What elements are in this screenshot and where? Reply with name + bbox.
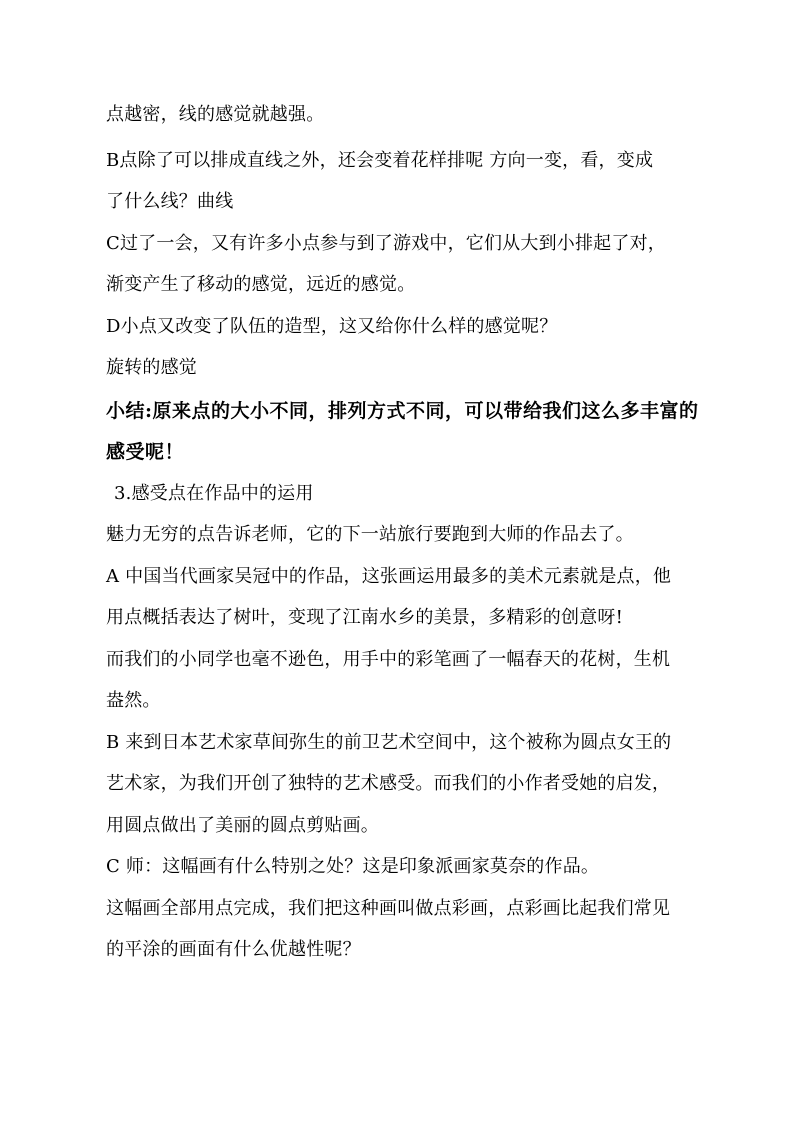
- text-line-20: 这幅画全部用点完成，我们把这种画叫做点彩画，点彩画比起我们常见: [106, 898, 671, 919]
- text-line-21: 的平涂的画面有什么优越性呢？: [106, 939, 361, 960]
- text-line-1: 点越密，线的感觉就越强。: [106, 104, 325, 125]
- text-line-3: 了什么线？曲线: [106, 191, 234, 212]
- summary-line-2: 感受呢！: [106, 441, 185, 463]
- text-line-4: C过了一会，又有许多小点参与到了游戏中，它们从大到小排起了对，: [106, 233, 666, 254]
- text-line-19: C 师：这幅画有什么特别之处？这是印象派画家莫奈的作品。: [106, 856, 600, 877]
- text-line-2: B点除了可以排成直线之外，还会变着花样排呢 方向一变，看，变成: [106, 150, 654, 171]
- text-line-12: A 中国当代画家吴冠中的作品，这张画运用最多的美术元素就是点，他: [106, 566, 672, 587]
- text-line-17: 艺术家，为我们开创了独特的艺术感受。而我们的小作者受她的启发，: [106, 773, 671, 794]
- text-line-13: 用点概括表达了树叶，变现了江南水乡的美景，多精彩的创意呀!: [106, 607, 624, 628]
- text-line-18: 用圆点做出了美丽的圆点剪贴画。: [106, 815, 379, 836]
- text-line-14: 而我们的小同学也毫不逊色，用手中的彩笔画了一幅春天的花树，生机: [106, 649, 671, 670]
- text-line-16: B 来到日本艺术家草间弥生的前卫艺术空间中，这个被称为圆点女王的: [106, 732, 672, 753]
- section-heading: 3.感受点在作品中的运用: [114, 483, 314, 504]
- text-line-6: D小点又改变了队伍的造型，这又给你什么样的感觉呢？: [106, 316, 558, 337]
- text-line-15: 盎然。: [106, 690, 161, 711]
- text-line-11: 魅力无穷的点告诉老师，它的下一站旅行要跑到大师的作品去了。: [106, 524, 634, 545]
- summary-line-1: 小结:原来点的大小不同，排列方式不同，可以带给我们这么多丰富的: [106, 400, 699, 422]
- text-line-7: 旋转的感觉: [106, 357, 197, 378]
- text-line-5: 渐变产生了移动的感觉，远近的感觉。: [106, 274, 416, 295]
